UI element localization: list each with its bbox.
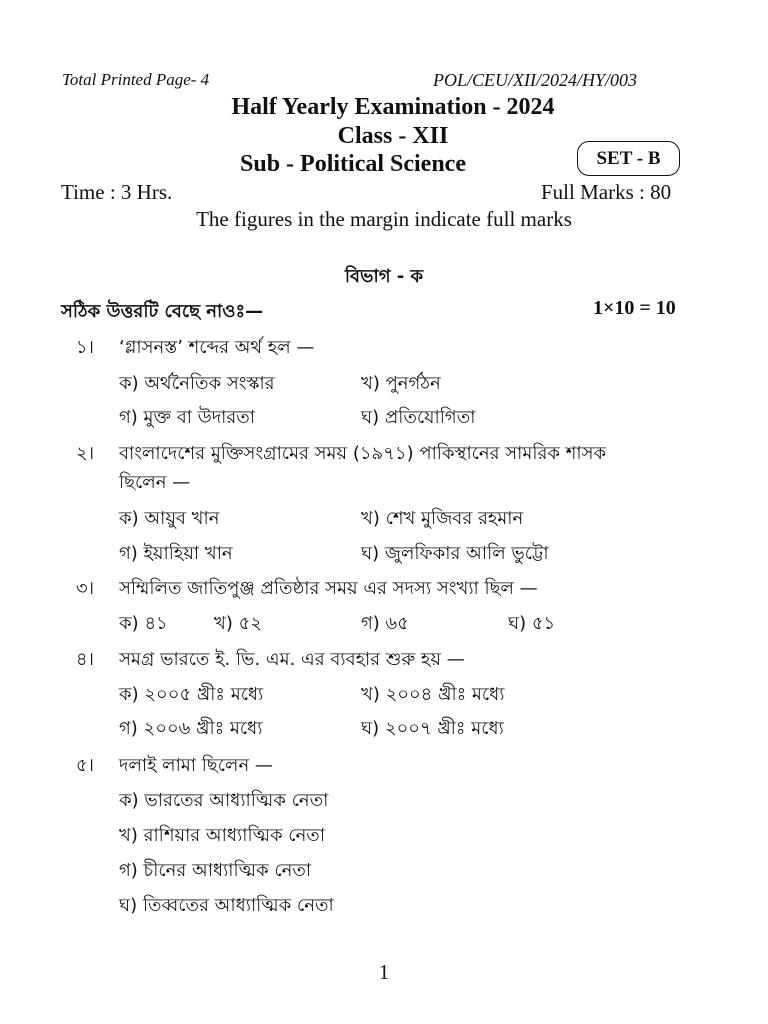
option-ka: ক) আয়ুব খান	[119, 508, 220, 529]
option-kha: খ) ৫২	[214, 613, 262, 634]
option-ka: ক) ভারতের আধ্যাত্মিক নেতা	[119, 790, 329, 811]
question-number: ৪।	[75, 649, 94, 670]
question-number: ২।	[75, 443, 94, 464]
exam-title: Half Yearly Examination - 2024	[231, 94, 555, 120]
page-number: 1	[378, 960, 390, 984]
section-marks: 1×10 = 10	[593, 297, 676, 319]
option-ga: গ) চীনের আধ্যাত্মিক নেতা	[119, 860, 312, 881]
option-ka: ক) ২০০৫ খ্রীঃ মধ্যে	[119, 684, 264, 705]
subject-label: Sub - Political Science	[240, 151, 466, 177]
option-gha: ঘ) জুলফিকার আলি ভুট্টো	[361, 543, 549, 564]
question-number: ১।	[75, 337, 94, 358]
option-kha: খ) রাশিয়ার আধ্যাত্মিক নেতা	[119, 825, 326, 846]
question-text: বাংলাদেশের মুক্তিসংগ্রামের সময় (১৯৭১) পাকিস্থানের সামরিক শাসক	[119, 443, 607, 464]
question-number: ৩।	[75, 578, 94, 599]
option-ka: ক) ৪১	[119, 613, 168, 634]
option-kha: খ) শেখ মুজিবর রহমান	[361, 508, 524, 529]
option-ka: ক) অর্থনৈতিক সংস্কার	[119, 373, 275, 394]
section-instruction: সঠিক উত্তরটি বেছে নাওঃ—	[61, 301, 264, 322]
question-text: সমগ্র ভারতে ই. ভি. এম. এর ব্যবহার শুরু হয় —	[119, 649, 465, 670]
set-badge: SET - B	[577, 141, 680, 176]
question-text-continued: ছিলেন —	[119, 472, 191, 493]
option-gha: ঘ) ৫১	[508, 613, 556, 634]
time-allowed: Time : 3 Hrs.	[61, 180, 173, 204]
question-text: সম্মিলিত জাতিপুঞ্জ প্রতিষ্ঠার সময় এর সদস্য সংখ্যা ছিল —	[119, 578, 538, 599]
option-ga: গ) ইয়াহিয়া খান	[119, 543, 233, 564]
section-title: বিভাগ - ক	[344, 266, 424, 287]
option-kha: খ) ২০০৪ খ্রীঃ মধ্যে	[361, 684, 505, 705]
option-ga: গ) ২০০৬ খ্রীঃ মধ্যে	[119, 718, 263, 739]
full-marks: Full Marks : 80	[541, 180, 672, 204]
option-ga: গ) ৬৫	[361, 613, 409, 634]
question-number: ৫।	[75, 755, 94, 776]
question-text: দলাই লামা ছিলেন —	[119, 755, 273, 776]
option-gha: ঘ) তিব্বতের আধ্যাত্মিক নেতা	[119, 895, 334, 916]
marks-note: The figures in the margin indicate full marks	[196, 207, 572, 231]
option-ga: গ) মুক্ত বা উদারতা	[119, 407, 256, 428]
option-gha: ঘ) ২০০৭ খ্রীঃ মধ্যে	[361, 718, 504, 739]
total-printed-pages: Total Printed Page- 4	[62, 70, 210, 89]
class-label: Class - XII	[337, 123, 449, 149]
paper-code: POL/CEU/XII/2024/HY/003	[433, 70, 638, 90]
option-gha: ঘ) প্রতিযোগিতা	[361, 407, 476, 428]
option-kha: খ) পুনর্গঠন	[361, 373, 441, 394]
question-text: ‘গ্লাসনস্ত’ শব্দের অর্থ হল —	[119, 337, 315, 358]
